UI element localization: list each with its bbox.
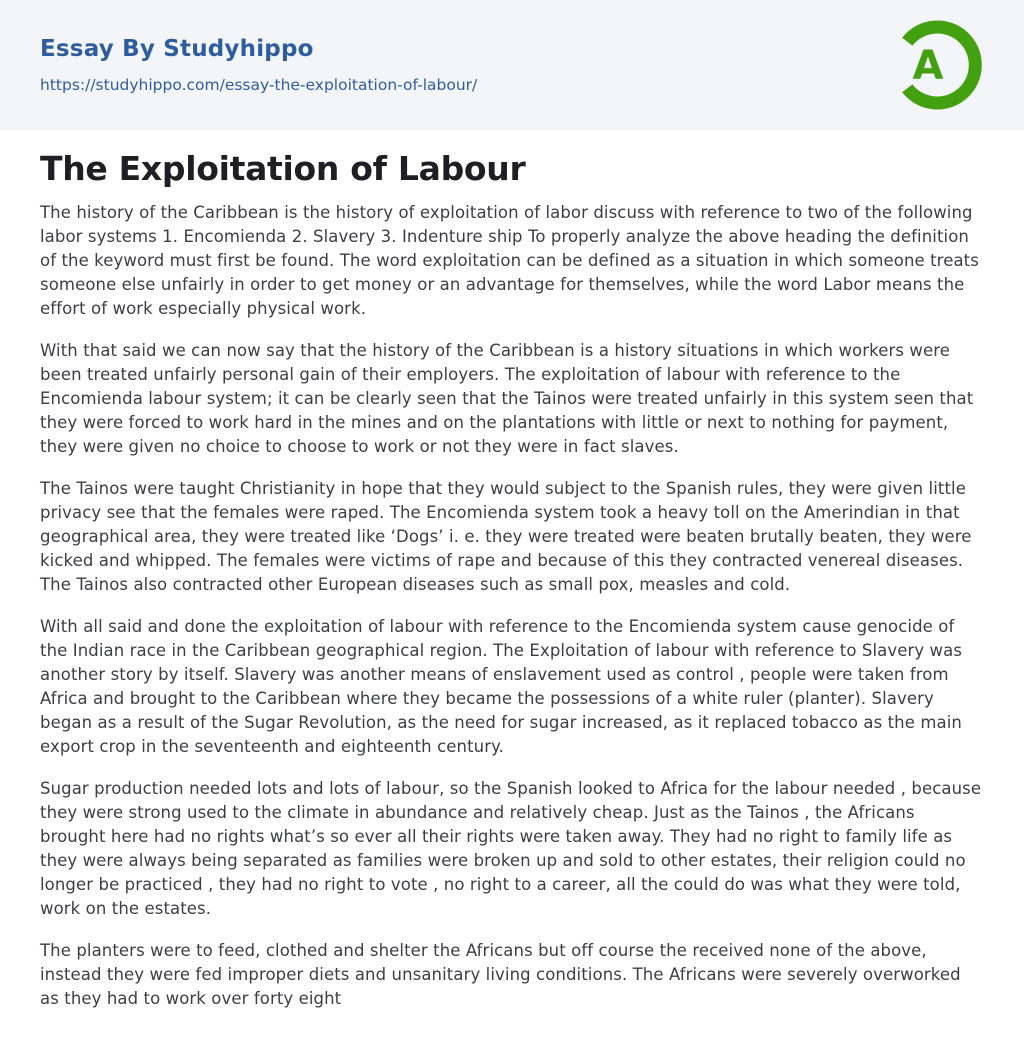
- article-title: The Exploitation of Labour: [40, 149, 526, 188]
- paragraph: With that said we can now say that the history of the Caribbean is a history situations in which workers were been treated unfairly personal gain of their employers. The exploitation of labour with reference to the Encomienda labour system; it can be clearly seen that the Tainos were treated unfairly in this system seen that they were forced to work hard in the mines and on the plantations with little or next to nothing for payment, they were given no choice to choose to work or not they were in fact slaves.: [40, 341, 974, 457]
- studyhippo-logo-icon: [884, 15, 984, 115]
- paragraph: The planters were to feed, clothed and shelter the Africans but off course the received none of the above, instead they were fed improper diets and unsanitary living conditions. The Africans were severely overworked as they had to work over forty eight: [40, 941, 961, 1009]
- site-title: Essay By Studyhippo: [40, 36, 314, 62]
- header-text-block: [40, 36, 477, 94]
- page-header: [0, 0, 1024, 130]
- paragraph: The Tainos were taught Christianity in hope that they would subject to the Spanish rules, they were given little privacy see that the females were raped. The Encomienda system took a heavy toll on the Amerindian in that geographical area, they were treated like ‘Dogs’ i. e. they were treated were beaten brutally beaten, they were kicked and whipped. The females were victims of rape and because of this they contracted venereal diseases. The Tainos also contracted other European diseases such as small pox, measles and cold.: [40, 479, 972, 595]
- svg-text:A: A: [912, 43, 944, 89]
- paragraph: Sugar production needed lots and lots of labour, so the Spanish looked to Africa for the labour needed , because they were strong used to the climate in abundance and relatively cheap. Just as the Tainos , the Africans brought here had no rights what’s so ever all their rights were taken away. They had no right to family life as they were always being separated as families were broken up and sold to other estates, their religion could no longer be practiced , they had no right to vote , no right to a career, all the could do was what they were told, work on the estates.: [40, 779, 982, 919]
- paragraph: The history of the Caribbean is the history of exploitation of labor discuss with reference to two of the following labor systems 1. Encomienda 2. Slavery 3. Indenture ship To properly analyze the above heading the definition of the keyword must first be found. The word exploitation can be defined as a situation in which someone treats someone else unfairly in order to get money or an advantage for themselves, while the word Labor means the effort of work especially physical work.: [40, 203, 979, 319]
- source-url-link[interactable]: https://studyhippo.com/essay-the-exploitation-of-labour/: [40, 76, 478, 94]
- paragraph: With all said and done the exploitation of labour with reference to the Encomienda system cause genocide of the Indian race in the Caribbean geographical region. The Exploitation of labour with reference to Slavery was another story by itself. Slavery was another means of enslavement used as control , people were taken from Africa and brought to the Caribbean where they became the possessions of a white ruler (planter). Slavery began as a result of the Sugar Revolution, as the need for sugar increased, as it replaced tobacco as the main export crop in the seventeenth and eighteenth century.: [40, 617, 963, 757]
- article: [0, 130, 1024, 1011]
